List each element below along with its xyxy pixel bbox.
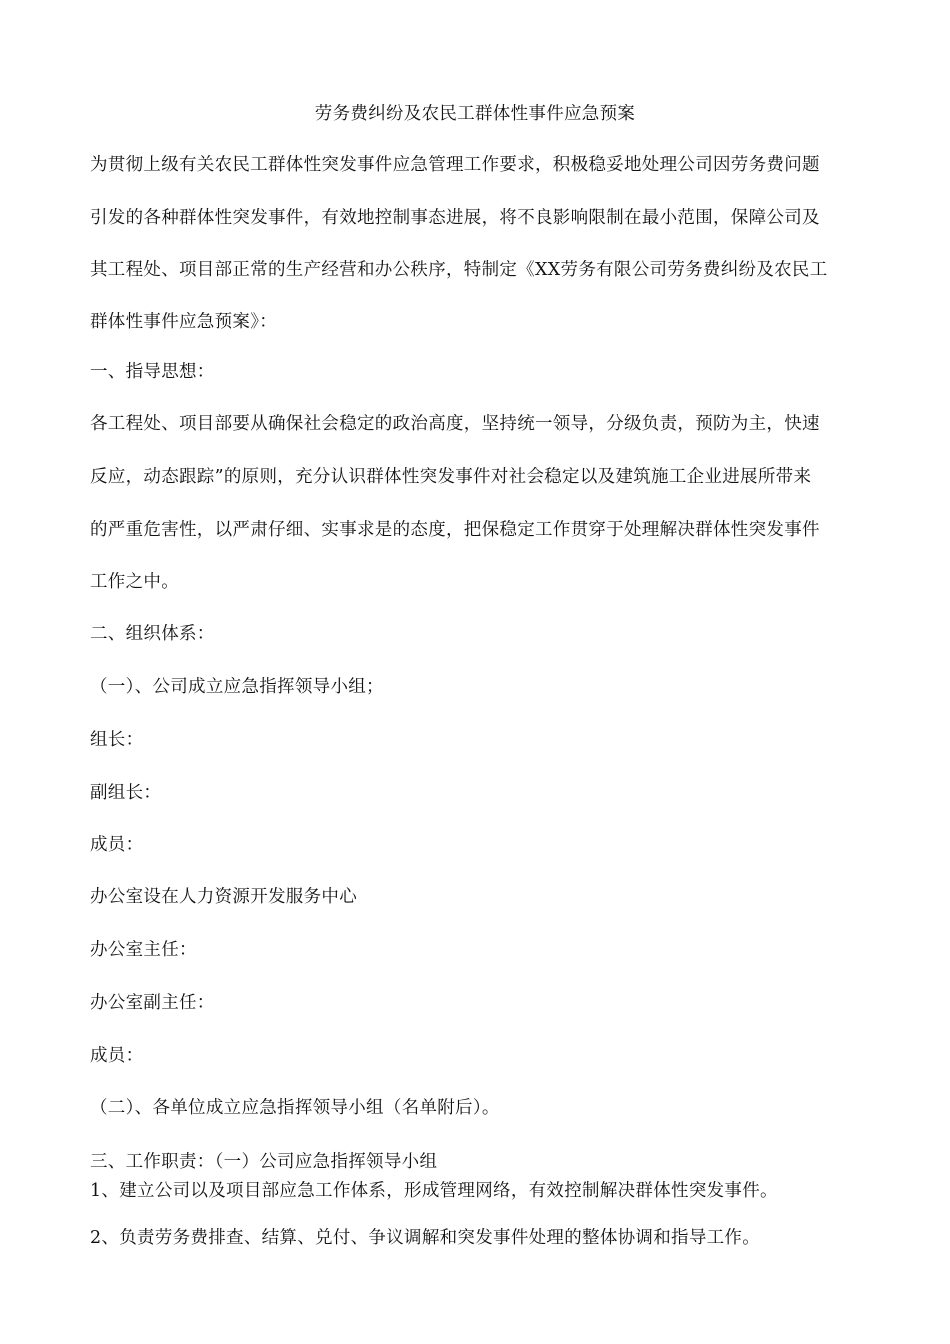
- section2-heading: 二、组织体系：: [90, 624, 215, 644]
- intro-line-1: 为贯彻上级有关农民工群体性突发事件应急管理工作要求，积极稳妥地处理公司因劳务费问题: [90, 155, 820, 175]
- section2-sub2: （二）、各单位成立应急指挥领导小组（名单附后）。: [90, 1098, 500, 1118]
- section1-heading: 一、指导思想：: [90, 362, 215, 382]
- intro-line-2: 引发的各种群体性突发事件，有效地控制事态进展，将不良影响限制在最小范围，保障公司及: [90, 208, 820, 228]
- section1-line-4: 工作之中。: [90, 572, 179, 592]
- members-line-2: 成员：: [90, 1046, 144, 1066]
- document-title: 劳务费纠纷及农民工群体性事件应急预案: [314, 104, 636, 124]
- members-line-1: 成员：: [90, 835, 144, 855]
- section1-line-1: 各工程处、项目部要从确保社会稳定的政治高度，坚持统一领导，分级负责，预防为主，快速: [90, 414, 820, 434]
- office-location-line: 办公室设在人力资源开发服务中心: [90, 887, 357, 907]
- section3-heading: 三、工作职责：（一）公司应急指挥领导小组: [90, 1152, 438, 1172]
- office-director-line: 办公室主任：: [90, 940, 197, 960]
- section1-line-2: 反应，动态跟踪”的原则，充分认识群体性突发事件对社会稳定以及建筑施工企业进展所带来: [90, 467, 812, 487]
- duty-line-1: 1、建立公司以及项目部应急工作体系，形成管理网络，有效控制解决群体性突发事件。: [90, 1181, 778, 1201]
- intro-line-3: 其工程处、项目部正常的生产经营和办公秩序，特制定《XX劳务有限公司劳务费纠纷及农民工: [90, 260, 828, 280]
- section2-sub1: （一）、公司成立应急指挥领导小组；: [90, 677, 384, 697]
- leader-line: 组长：: [90, 730, 144, 750]
- deputy-leader-line: 副组长：: [90, 783, 162, 803]
- section1-line-3: 的严重危害性，以严肃仔细、实事求是的态度，把保稳定工作贯穿于处理解决群体性突发事件: [90, 520, 820, 540]
- intro-line-4: 群体性事件应急预案》：: [90, 312, 278, 332]
- duty-line-2: 2、负责劳务费排查、结算、兑付、争议调解和突发事件处理的整体协调和指导工作。: [90, 1228, 761, 1248]
- office-deputy-director-line: 办公室副主任：: [90, 993, 215, 1013]
